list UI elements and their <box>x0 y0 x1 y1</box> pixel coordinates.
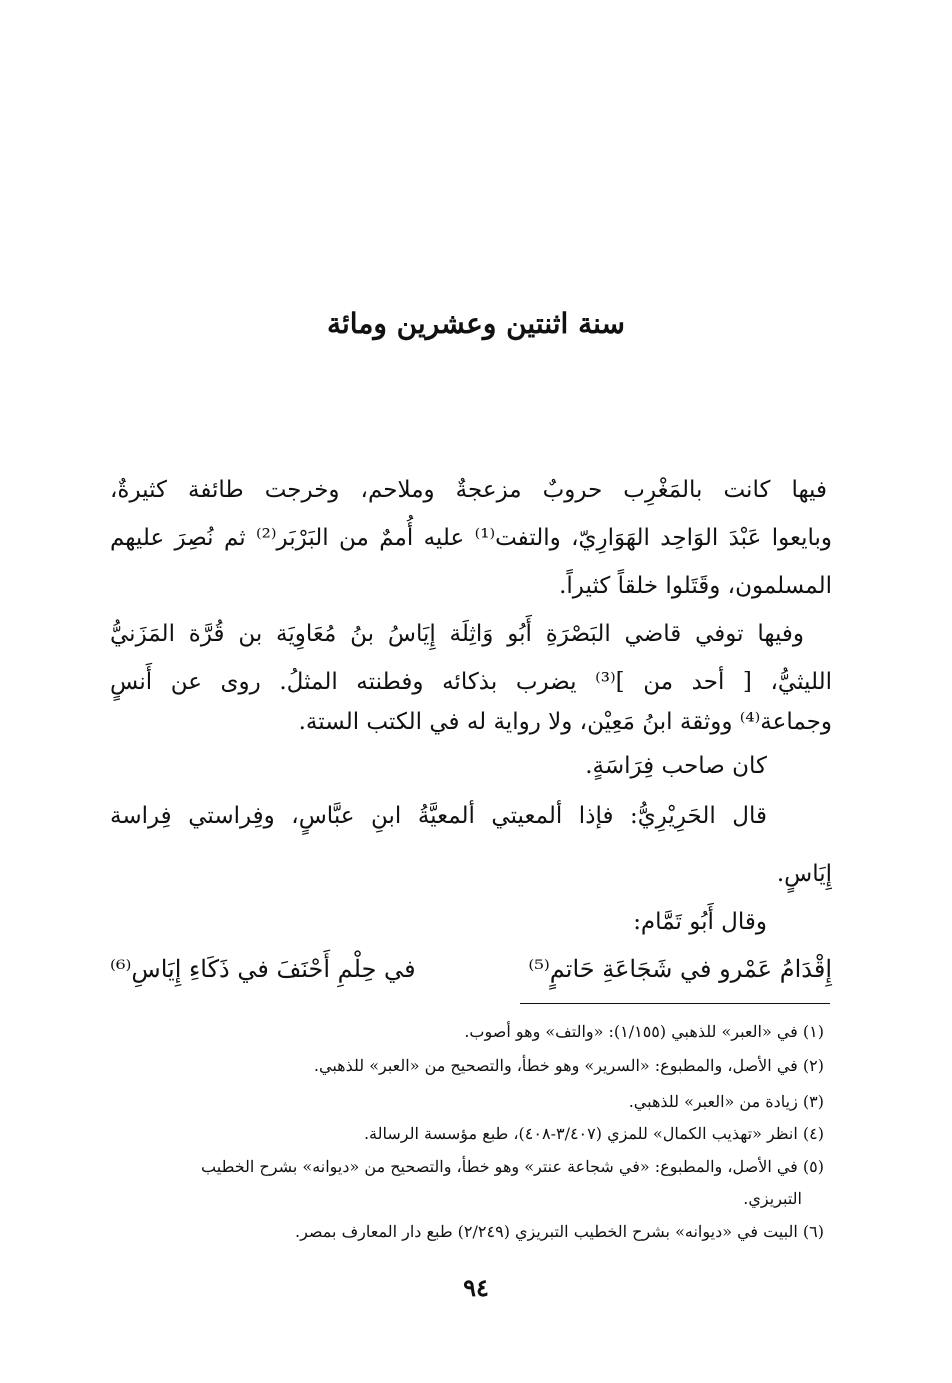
verse-left-hemistich: في حِلْمِ أَحْنَفَ في ذَكَاءِ إِيَاسِ⁽⁶⁾ <box>110 955 416 983</box>
verse-right-hemistich: إِقْدَامُ عَمْرو في شَجَاعَةِ حَاتمٍ⁽⁵⁾ <box>528 955 832 983</box>
footnote-2: (٢) في الأصل، والمطبوع: «السرير» وهو خطأ، والتصحيح من «العبر» للذهبي. <box>313 1056 824 1075</box>
body-line-8: قال الحَرِيْرِيُّ: فإذا ألمعيتي ألمعيَّةُ ابنِ عبَّاسٍ، وفِراستي فِراسة <box>110 803 767 829</box>
body-line-5: الليثيُّ، [ أحد من ]⁽³⁾ يضرب بذكائه وفطنته المثلُ. روى عن أَنسٍ <box>110 669 832 695</box>
footnote-5: (٥) في الأصل، والمطبوع: «في شجاعة عنتر» وهو خطأ، والتصحيح من «ديوانه» بشرح الخطيب <box>201 1157 824 1176</box>
body-line-2: وبايعوا عَبْدَ الوَاحِد الهَوَارِيّ، والتفت⁽¹⁾ عليه أُممٌ من البَرْبَر⁽²⁾ ثم نُصِرَ عليهم <box>110 525 832 551</box>
body-line-10: وقال أَبُو تَمَّام: <box>633 909 767 935</box>
footnote-6: (٦) البيت في «ديوانه» بشرح الخطيب التبريزي (٢/٢٤٩) طبع دار المعارف بمصر. <box>294 1222 824 1241</box>
footnote-3: (٣) زيادة من «العبر» للذهبي. <box>628 1092 824 1111</box>
footnote-5-continued: التبريزي. <box>743 1189 802 1208</box>
body-line-6: وجماعة⁽⁴⁾ ووثقة ابنُ مَعِيْن، ولا رواية له في الكتب الستة. <box>298 709 832 735</box>
footnote-1: (١) في «العبر» للذهبي (١/١٥٥): «والتف» وهو أصوب. <box>464 1022 824 1041</box>
body-line-3: المسلمون، وقَتَلوا خلقاً كثيراً. <box>559 573 832 599</box>
body-line-4: وفيها توفي قاضي البَصْرَةِ أَبُو وَاثِلَة إِيَاسُ بنُ مُعَاوِيَة بن قُرَّة المَزَنيُّ <box>110 621 804 647</box>
page-title: سنة اثنتين وعشرين ومائة <box>326 307 626 340</box>
body-line-1: فيها كانت بالمَغْرِب حروبٌ مزعجةٌ وملاحم، وخرجت طائفة كثيرةٌ، <box>110 477 827 503</box>
footnote-4: (٤) انظر «تهذيب الكمال» للمزي (٣/٤٠٧-٤٠٨)، طبع مؤسسة الرسالة. <box>363 1124 824 1143</box>
body-line-7: كان صاحب فِرَاسَةٍ. <box>585 753 767 779</box>
poetry-verse <box>110 945 832 993</box>
body-line-9: إِيَاسٍ. <box>776 861 832 887</box>
footnote-separator <box>520 1003 830 1004</box>
page-number: ٩٤ <box>463 1273 489 1302</box>
